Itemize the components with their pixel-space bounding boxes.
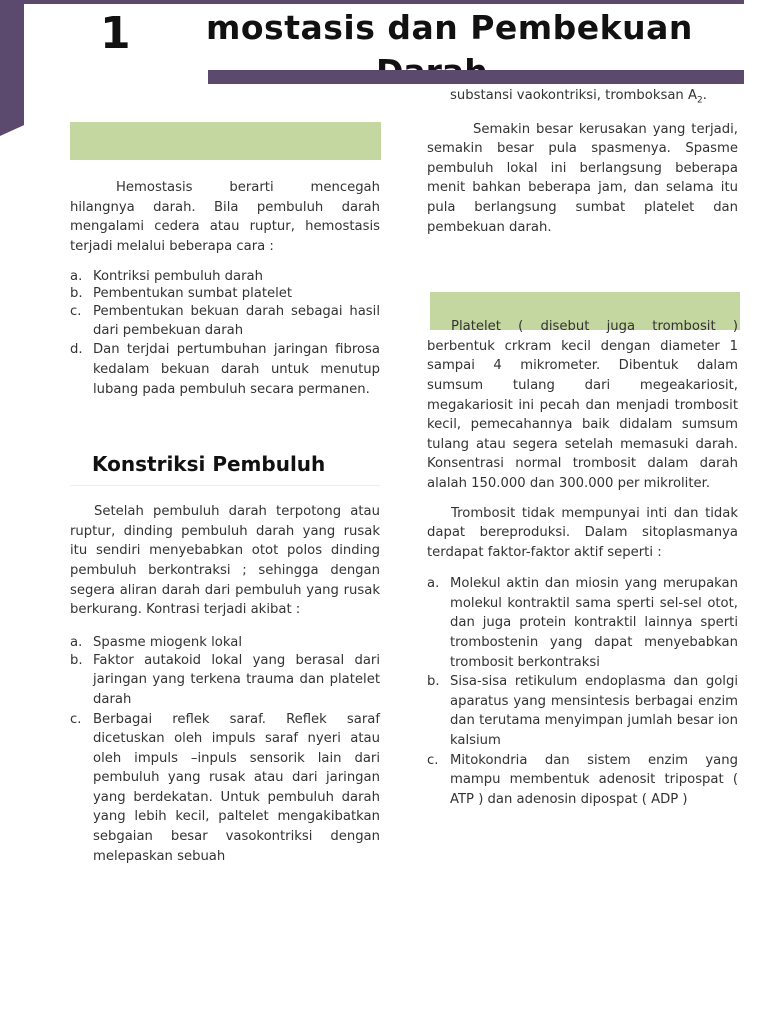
list-item: b. Pembentukan sumbat platelet xyxy=(70,286,293,302)
section-heading: Konstriksi Pembuluh xyxy=(92,452,326,477)
heading-divider xyxy=(70,485,380,486)
top-rule xyxy=(24,0,744,4)
intro-paragraph: Hemostasis berarti mencegah hilangnya darah. Bila pembuluh darah mengalami cedera atau ruptur, hemostasis terjadi melalui beberapa cara : xyxy=(70,180,380,254)
list-item: d. Dan terjdai pertumbuhan jaringan fibrosa kedalam bekuan darah untuk menutup lubang pada pembuluh secara permanen. xyxy=(70,342,380,397)
chapter-number: 1 xyxy=(100,8,131,59)
section-box-left xyxy=(70,122,381,160)
page-title: mostasis dan Pembekuan xyxy=(206,8,693,47)
list-item: b. Sisa-sisa retikulum endoplasma dan golgi aparatus yang mensintesis berbagai enzim dan terutama menyimpan jumlah besar ion kalsium xyxy=(427,674,738,749)
platelet-paragraph: Platelet ( disebut juga trombosit ) berbentuk crkram kecil dengan diameter 1 sampai 4 mikrometer. Dibentuk dalam sumsum tulang dari megeakariosit, megakariosit ini pecah dan menjadi trombosit kecil, pemecahannya baik didalam sumsum tulang atau segera setelah memasuki darah. Konsentrasi normal trombosit dalam darah alalah 150.000 dan 300.000 per mikroliter. xyxy=(427,319,738,491)
constriction-paragraph: Setelah pembuluh darah terpotong atau ruptur, dinding pembuluh darah yang rusak itu sendiri menyebabkan otot polos dinding pembuluh berkontraksi ; sehingga dengan segera aliran darah dari pembuluh yang rusak berkurang. Kontrasi terjadi akibat : xyxy=(70,504,380,618)
title-bar xyxy=(208,70,744,84)
left-column xyxy=(70,178,380,866)
list-item: c. Pembentukan bekuan darah sebagai hasil dari pembekuan darah xyxy=(70,304,380,339)
spasm-paragraph: Semakin besar kerusakan yang terjadi, semakin besar pula spasmenya. Spasme pembuluh lokal ini berlangsung beberapa menit bahkan beberapa jam, dan selama itu pula berlangsung sumbat platelet dan pembekuan darah. xyxy=(427,121,738,235)
list-item: c. Mitokondria dan sistem enzim yang mampu membentuk adenosit tripospat ( ATP ) dan adenosin dipospat ( ADP ) xyxy=(427,752,738,807)
list-item: a. Molekul aktin dan miosin yang merupakan molekul kontraktil sama sperti sel-sel otot, dan juga protein kontraktil lainnya sperti trombostenin yang dapat menyebabkan trombosit berkontraksi xyxy=(427,576,738,670)
corner-accent xyxy=(0,0,24,136)
constriction-list xyxy=(70,634,380,867)
list-item: a. Spasme miogenk lokal xyxy=(70,634,242,650)
factor-list xyxy=(427,574,738,809)
list-item: c. Berbagai reflek saraf. Reflek saraf dicetuskan oleh impuls saraf nyeri atau oleh impuls –inpuls sensorik lain dari pembuluh yang rusak atau dari jaringan yang berdekatan. Untuk pembuluh darah yang lebih kecil, paltelet mengakibatkan sebgaian besar vasokontriksi dengan melepaskan sebuah xyxy=(70,711,380,864)
method-list xyxy=(70,268,380,399)
page-title-line2 xyxy=(376,52,488,70)
thrombocyte-paragraph: Trombosit tidak mempunyai inti dan tidak dapat bereproduksi. Dalam sitoplasmanya terdapat faktor-faktor aktif seperti : xyxy=(427,505,738,560)
continued-text: substansi vaokontriksi, tromboksan $A_2$. xyxy=(450,88,707,106)
list-item: a. Kontriksi pembuluh darah xyxy=(70,269,263,285)
list-item: b. Faktor autakoid lokal yang berasal dari jaringan yang terkena trauma dan platelet darah xyxy=(70,652,380,707)
right-column xyxy=(427,86,738,809)
